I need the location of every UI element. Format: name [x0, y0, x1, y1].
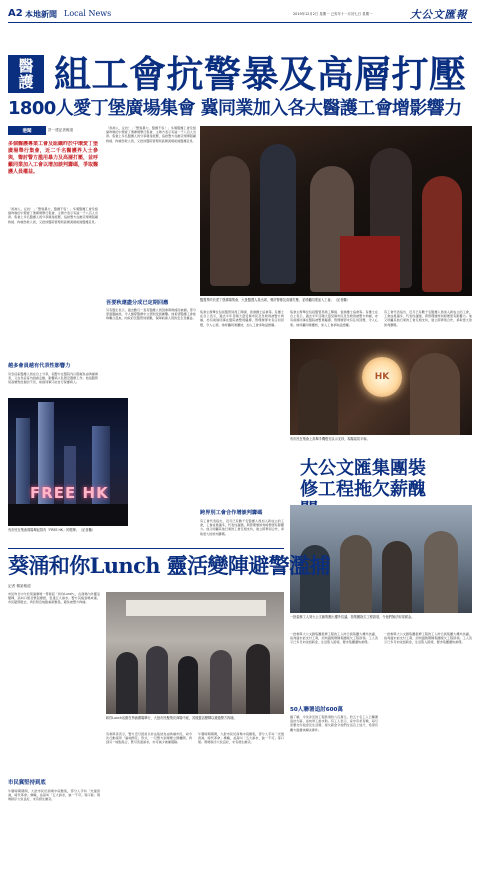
subhead-members: 越多會員越有代表性影響力: [8, 363, 71, 369]
lead-body-col2: 「香港人，反抗！」「警察暴力，醫護不容！」多個醫護工會及組織昨晚於中環愛丁堡廣場舉行集會，主辦方表示有逾一千八百人出席。集會上多名醫護人員分享親身經歷，指控警方在衝突現場阻礙救援、拘捕急救人員，又批評醫院管理局高層漠視前線醫護意見。: [106, 126, 196, 143]
main-rally-photo: [200, 126, 472, 296]
worker-4: [424, 531, 458, 613]
lead-body-sub1: 有急症室醫護人員在台上分享，指警方在醫院內以阻礙為由拘捕傷者，又在急症室內到處走動，影響病人私隱及醫療工作。他指醫管局高層對此視而不見，前線同事只能自行保護病人。: [8, 372, 98, 385]
story3-headline: 葵涌和你Lunch 靈活變陣避警濫捕: [8, 553, 330, 578]
lead-headline: 組工會抗警暴及高層打壓: [54, 52, 467, 96]
story2-headline: 大公文匯集團裝修工程拖欠薪醜: [300, 458, 426, 500]
lead-intro-text: 「香港人，反抗！」「警察暴力，醫護不容！」多個醫護工會及組織昨晚於中環愛丁堡廣場舉行集會，主辦方表示有逾一千八百人出席。集會上多名醫護人員分享親身經歷，指控警方在衝突現場阻礙救援、拘捕急救人員，又批評醫院管理局高層漠視前線醫護意見。: [8, 207, 98, 224]
story2-subhead-b: 50人聯署追討600萬: [290, 707, 344, 713]
page-number: A2: [8, 8, 23, 19]
crowd-person-1: [210, 156, 250, 286]
main-photo-caption: 醫護界昨於愛丁堡廣場集會，大批醫護人員出席，聲討警暴及高層打壓，並呼籲同業加入工會。（記者攝）: [200, 298, 350, 302]
topic-badge: 醫護: [8, 55, 44, 93]
lamp-holder-2: [410, 353, 460, 435]
free-hk-photo: [8, 398, 128, 526]
subhead-response: 吾要秋還盡分成已定期回應: [106, 300, 169, 306]
free-hk-light-sign: FREE HK: [30, 484, 109, 502]
worker-2: [340, 535, 372, 613]
reporter-sub: 許一建記者報道: [48, 128, 74, 132]
reporter-label: 港聞: [8, 126, 46, 135]
story3-divider: [8, 548, 284, 549]
crowd-person-6: [340, 236, 400, 292]
story2-body-b: 據了解，今次涉及的工程款項約六百萬元，約五十名工人已聯署追討欠薪，並向勞工處求助。有工人表示，家中有老有嫩，每月需要支付租金及生活費，拖欠薪金令他們生活百上加斤，希望有關方面盡快解決事件。: [290, 715, 378, 732]
shopper-5: [246, 644, 270, 714]
section-title-en: Local News: [64, 9, 112, 18]
section-title-cn: 本地新聞: [25, 10, 57, 19]
lead-summary: 多個醫護專業工會及組織昨於中環愛丁堡廣場舉行集會，近二千名醫護界人士參與，聲討警方濫用暴力及高層打壓，並呼籲同業加入工會以增加談判籌碼，爭取醫護人員權益。: [8, 141, 98, 175]
subhead-cross-sector: 跨界別工會合作增談判籌碼: [200, 510, 263, 516]
story3-body-4: 午膳時間期間，大批市民於商場中庭聚集，部分人手持「光復香港，時代革命」旗幟，並高叫「五大訴求，缺一不可」等口號。現場秩序大致良好，未有發生衝突。: [8, 789, 100, 802]
worker-3: [382, 541, 412, 613]
lamp-photo: [290, 339, 472, 435]
tower-left: [16, 418, 30, 508]
story2-caption: 一批裝修工人到大公文匯集團大樓外抗議，指集團拖欠工程款項，令他們無法取得薪金。: [290, 615, 415, 619]
story3-body-3: 午膳時間期間，大批市民於商場中庭聚集，部分人手持「光復香港，時代革命」旗幟，並高叫「五大訴求，缺一不可」等口號。現場秩序大致良好，未有發生衝突。: [198, 732, 284, 745]
date-line: 2019年12月2日 星期一 己亥年十一月初七日 星期一: [293, 12, 373, 16]
story3-body-1: 市民昨日中午於葵涌廣場一帶發起「和你Lunch」，在商場內外靈活變陣，高叫口號及舉起標語，表達五大訴求。警方其後到場戒備，市民隨即散去，再於附近地點重新聚集，避免被警方拘捕。: [8, 592, 100, 605]
story3-body-2: 有參與者表示，警方近月經常以非法集結為由拘捕市民，故今次行動採用「遍地開花」形式，一旦警方到場便立即離開，再到另一地點集合，既可表達訴求，亦可減少被捕風險。: [106, 732, 192, 745]
story3-mall-photo: [106, 592, 284, 714]
story3-photo-caption: 和你Lunch活動在葵涌廣場舉行，大批市民聚集於商場中庭，其後靈活變陣以避過警方拘捕。: [106, 716, 237, 720]
crowd-person-5: [422, 176, 462, 292]
shopper-1: [116, 652, 138, 714]
page-header: [8, 8, 472, 23]
lamp-holder-1: [298, 359, 338, 435]
story2-body-a: 一批參與大公文匯集團裝修工程的工人昨日到集團大樓外抗議，指判頭未能支付工資，而判頭則聲稱集團拖欠工程款項。工人表示已多月未收到薪金，生活陷入困境，要求集團盡快處理。: [290, 632, 378, 645]
lead-body-col5: 有工會代表指出，近月已有數千名醫護人員加入新成立的工會，工會成員越多，代表性越強，與管理層談判時便更有影響力。他又呼籲其他行業的工會互相支持，建立跨界別合作，爭取更大的談判籌碼。: [384, 310, 472, 327]
story3-reporter: 記者 楊某報道: [8, 584, 31, 588]
lead-body-sub2: 另有醫生表示，過去數月一直有醫護人員因參與救援而被捕，部分更面臨檢控，令人擔憂醫療中立原則受到衝擊。他希望醫護工會能夠聯合起來，向政府及醫管局施壓，保障前線人員的安全及權益。: [106, 308, 196, 321]
mall-banner-sign: [126, 600, 266, 616]
lead-body-col3: 集會主辦單位包括醫管局員工陣線、香港護士協會等。有護士在台上表示，過去半年目睹大量受傷市民及急救員被警方拘捕，亦有前線同事在醫院被警員騷擾，管理層卻未有任何回應，令人心寒。她呼籲同業團結，加入工會爭取話語權。: [200, 310, 284, 327]
lamp-label: HK: [374, 372, 390, 382]
story2-body-col2: 一批參與大公文匯集團裝修工程的工人昨日到集團大樓外抗議，指判頭未能支付工資，而判頭則聲稱集團拖欠工程款項。工人表示已多月未收到薪金，生活陷入困境，要求集團盡快處理。: [384, 632, 472, 645]
lamp-photo-caption: 有市民在集會上高舉手機燈光以示支持，現場氣氛平和。: [290, 437, 370, 441]
lead-body-col4: 集會主辦單位包括醫管局員工陣線、香港護士協會等。有護士在台上表示，過去半年目睹大量受傷市民及急救員被警方拘捕，亦有前線同事在醫院被警員騷擾，管理層卻未有任何回應，令人心寒。她呼籲同業團結，加入工會爭取話語權。: [290, 310, 378, 327]
lead-subheadline: 1800人愛丁堡廣場集會 冀同業加入各大醫護工會增影響力: [8, 98, 462, 119]
lead-body-sub3: 有工會代表指出，近月已有數千名醫護人員加入新成立的工會，工會成員越多，代表性越強，與管理層談判時便更有影響力。他又呼籲其他行業的工會互相支持，建立跨界別合作，爭取更大的談判籌碼。: [200, 519, 284, 536]
shopper-4: [210, 650, 232, 714]
crowd-silhouette: [8, 504, 128, 526]
free-hk-caption: 有市民在集會現場舉起寫有「FREE HK」的燈牌。（記者攝）: [8, 528, 95, 532]
crowd-person-2: [260, 144, 296, 284]
masthead-logo: 大公文匯報: [410, 9, 468, 21]
story3-subhead: 市民冀堅持到底: [8, 780, 46, 786]
light-lamp: [362, 357, 402, 397]
shopper-3: [178, 656, 198, 714]
shopper-2: [146, 646, 168, 714]
